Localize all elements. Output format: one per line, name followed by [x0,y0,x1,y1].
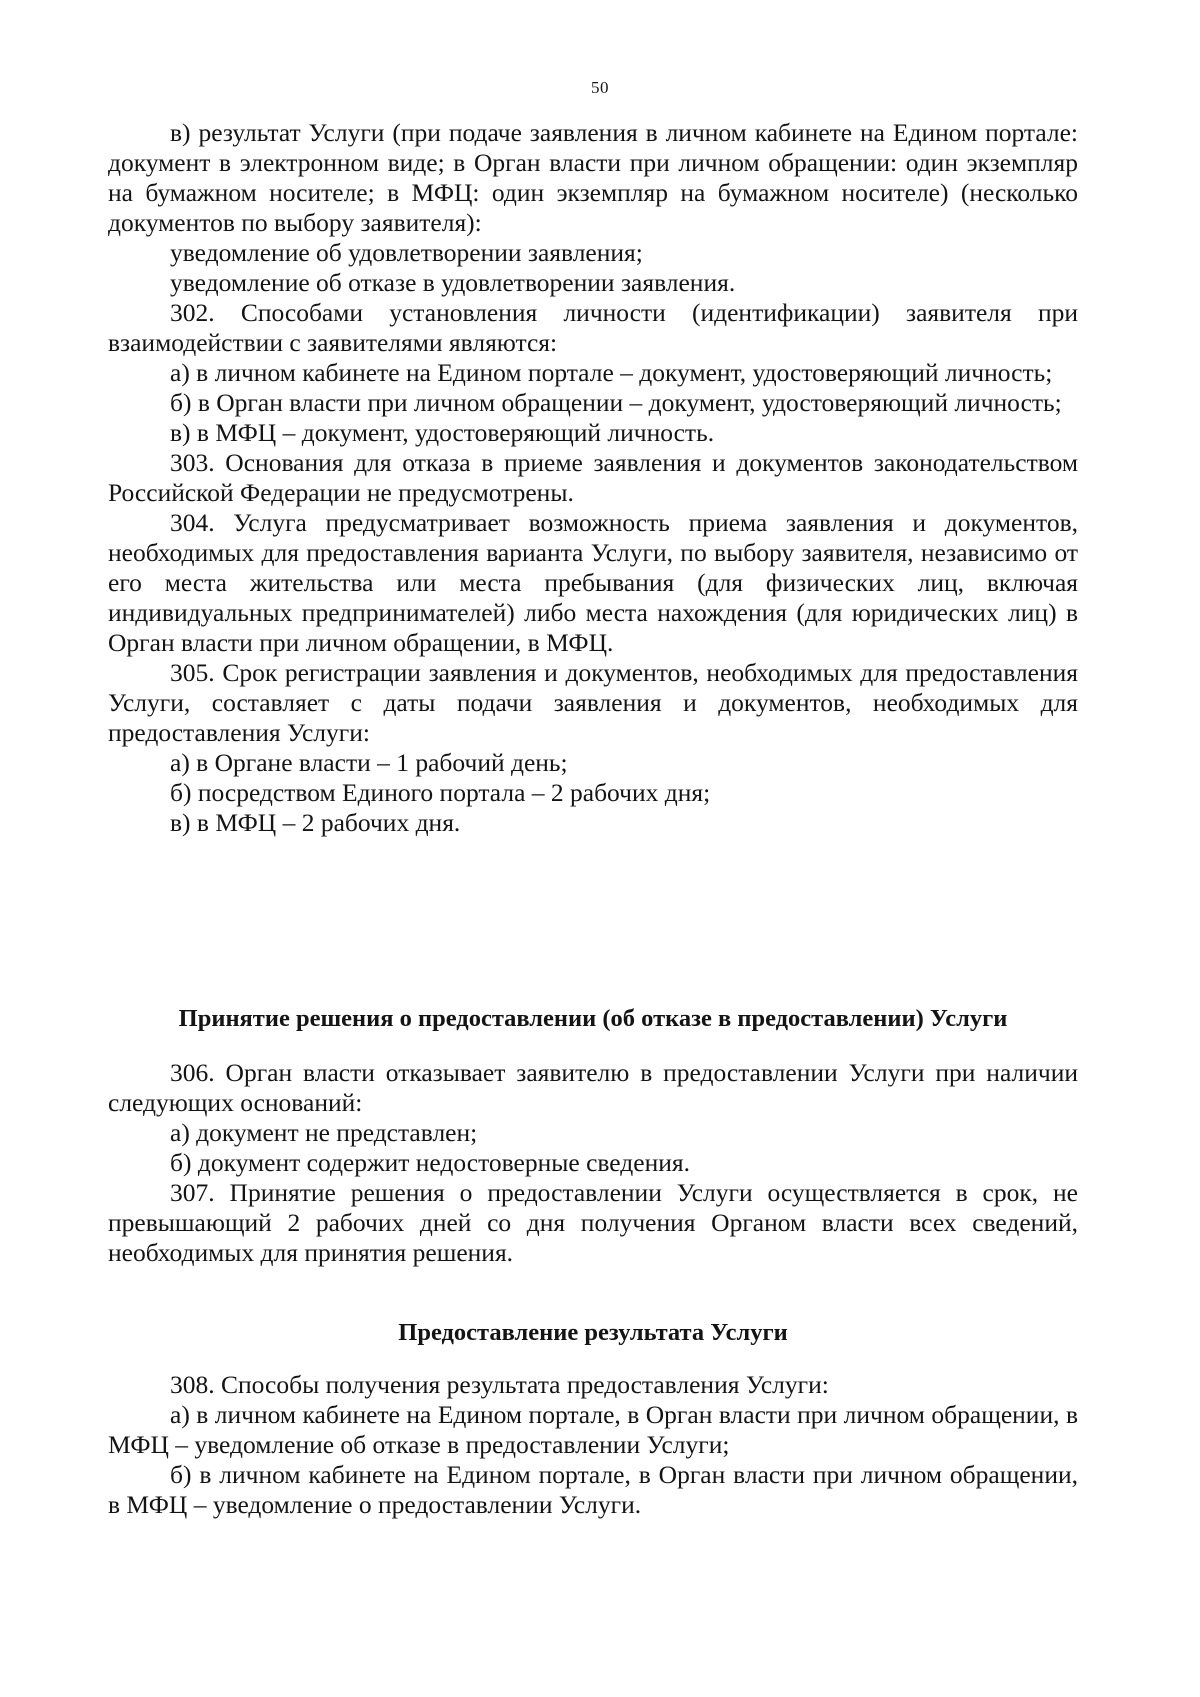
paragraph-notice-approval: уведомление об удовлетворении заявления; [170,238,643,267]
section-1 [108,118,1078,838]
section-3 [108,1370,1078,1520]
paragraph-302: 302. Способами установления личности (идентификации) заявителя при взаимодействии с заявителями являются: [108,298,1078,357]
paragraph-302-c: в) в МФЦ – документ, удостоверяющий личность. [170,418,715,447]
paragraph-result-service: в) результат Услуги (при подаче заявления в личном кабинете на Едином портале: документ в электронном виде; в Орган власти при личном обращении: один экземпляр на бумажном носителе; в МФЦ: один экземпляр на бумажном носителе) (несколько документов по выбору заявителя): [108,118,1078,237]
paragraph-306-a: а) документ не представлен; [170,1118,478,1147]
section-heading-result: Предоставление результата Услуги [398,1319,788,1346]
paragraph-303: 303. Основания для отказа в приеме заявления и документов законодательством Российской Федерации не предусмотрены. [108,448,1078,507]
paragraph-notice-refusal: уведомление об отказе в удовлетворении заявления. [170,268,736,297]
paragraph-307: 307. Принятие решения о предоставлении Услуги осуществляется в срок, не превышающий 2 рабочих дней со дня получения Органом власти всех сведений, необходимых для принятия решения. [108,1178,1078,1267]
paragraph-308-b: б) в личном кабинете на Едином портале, в Орган власти при личном обращении, в МФЦ – уведомление о предоставлении Услуги. [108,1460,1078,1519]
page-number: 50 [591,78,609,97]
paragraph-306: 306. Орган власти отказывает заявителю в предоставлении Услуги при наличии следующих оснований: [108,1058,1078,1117]
paragraph-305-a: а) в Органе власти – 1 рабочий день; [170,748,568,777]
paragraph-305-c: в) в МФЦ – 2 рабочих дня. [170,808,461,837]
paragraph-305: 305. Срок регистрации заявления и документов, необходимых для предоставления Услуги, составляет с даты подачи заявления и документов, необходимых для предоставления Услуги: [108,658,1078,747]
paragraph-302-a: а) в личном кабинете на Едином портале – документ, удостоверяющий личность; [170,358,1053,387]
paragraph-302-b: б) в Орган власти при личном обращении – документ, удостоверяющий личность; [170,388,1062,417]
paragraph-308: 308. Способы получения результата предоставления Услуги: [170,1370,829,1399]
section-2 [108,1058,1078,1268]
paragraph-308-a: а) в личном кабинете на Едином портале, в Орган власти при личном обращении, в МФЦ – уведомление об отказе в предоставлении Услуги; [108,1400,1078,1459]
paragraph-305-b: б) посредством Единого портала – 2 рабочих дня; [170,778,711,807]
paragraph-304: 304. Услуга предусматривает возможность приема заявления и документов, необходимых для предоставления варианта Услуги, по выбору заявителя, независимо от его места жительства или места пребывания (для физических лиц, включая индивидуальных предпринимателей) либо места нахождения (для юридических лиц) в Орган власти при личном обращении, в МФЦ. [108,508,1078,657]
section-heading-decision: Принятие решения о предоставлении (об отказе в предоставлении) Услуги [178,1005,1008,1032]
paragraph-306-b: б) документ содержит недостоверные сведения. [170,1148,690,1177]
